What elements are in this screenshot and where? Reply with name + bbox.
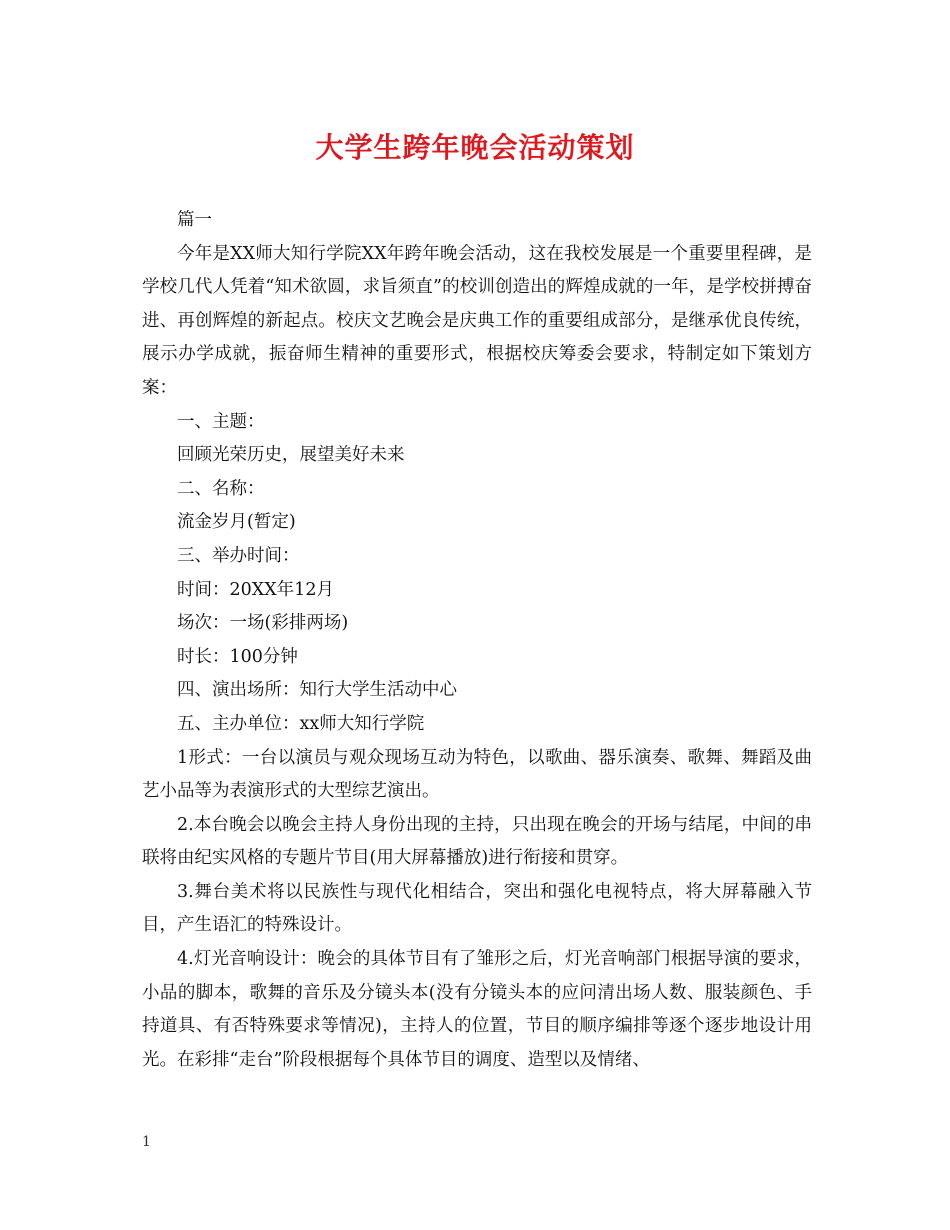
paragraph: 时间：20XX年12月 bbox=[177, 579, 334, 600]
paragraph: 三、举办时间： bbox=[177, 545, 300, 566]
paragraph: 五、主办单位：xx师大知行学院 bbox=[177, 713, 425, 734]
paragraph: 1形式：一台以演员与观众现场互动为特色，以歌曲、器乐演奏、歌舞、舞蹈及曲艺小品等为表演形式的大型综艺演出。 bbox=[142, 747, 812, 802]
paragraph: 2.本台晚会以晚会主持人身份出现的主持，只出现在晚会的开场与结尾，中间的串联将由纪实风格的专题片节目(用大屏幕播放)进行衔接和贯穿。 bbox=[142, 814, 812, 869]
paragraph: 回顾光荣历史，展望美好未来 bbox=[177, 445, 405, 466]
document-body bbox=[142, 204, 812, 1077]
paragraph: 四、演出场所：知行大学生活动中心 bbox=[177, 680, 457, 701]
document-title: 大学生跨年晚会活动策划 bbox=[315, 131, 635, 164]
paragraph: 4.灯光音响设计：晚会的具体节目有了雏形之后，灯光音响部门根据导演的要求，小品的脚本，歌舞的音乐及分镜头本(没有分镜头本的应问清出场人数、服装颜色、手持道具、有否特殊要求等情况)，主持人的位置，节目的顺序编排等逐个逐步地设计用光。在彩排“走台”阶段根据每个具体节目的调度、造型以及情绪、 bbox=[142, 949, 812, 1070]
paragraph: 篇一 bbox=[177, 210, 212, 230]
paragraph: 3.舞台美术将以民族性与现代化相结合，突出和强化电视特点，将大屏幕融入节目，产生语汇的特殊设计。 bbox=[142, 881, 812, 936]
paragraph: 今年是XX师大知行学院XX年跨年晚会活动，这在我校发展是一个重要里程碑，是学校几代人凭着“知术欲圆，求旨须直”的校训创造出的辉煌成就的一年，是学校拼搏奋进、再创辉煌的新起点。校庆文艺晚会是庆典工作的重要组成部分，是继承优良传统，展示办学成就，振奋师生精神的重要形式，根据校庆筹委会要求，特制定如下策划方案： bbox=[142, 243, 812, 398]
paragraph: 场次：一场(彩排两场) bbox=[177, 613, 349, 634]
paragraph: 二、名称： bbox=[177, 478, 265, 499]
paragraph: 流金岁月(暂定) bbox=[177, 512, 296, 533]
page-number: 1 bbox=[142, 1134, 151, 1150]
paragraph: 一、主题： bbox=[177, 411, 265, 432]
paragraph: 时长：100分钟 bbox=[177, 646, 298, 667]
